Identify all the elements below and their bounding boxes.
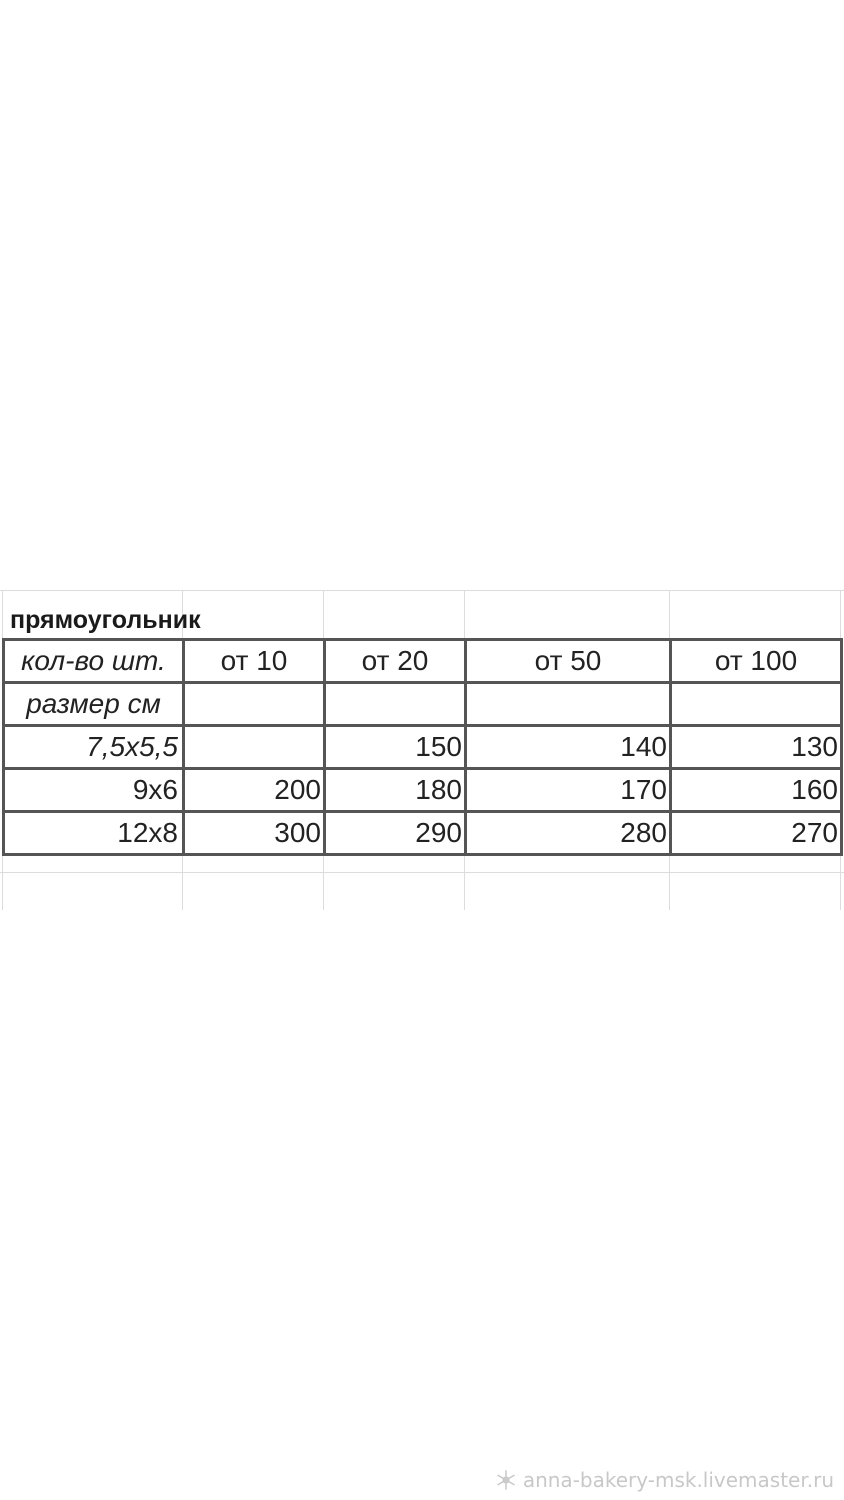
table-cell[interactable] xyxy=(325,683,466,726)
snowflake-icon xyxy=(495,1469,517,1491)
size-label[interactable]: размер см xyxy=(4,683,184,726)
size-cell[interactable]: 9х6 xyxy=(4,769,184,812)
price-cell[interactable]: 150 xyxy=(325,726,466,769)
price-cell[interactable]: 280 xyxy=(466,812,671,855)
price-cell[interactable]: 130 xyxy=(671,726,842,769)
size-cell[interactable]: 12х8 xyxy=(4,812,184,855)
price-cell[interactable]: 200 xyxy=(184,769,325,812)
price-cell[interactable]: 290 xyxy=(325,812,466,855)
price-cell[interactable]: 170 xyxy=(466,769,671,812)
price-cell[interactable]: 270 xyxy=(671,812,842,855)
table-row xyxy=(4,726,842,769)
table-cell[interactable] xyxy=(184,683,325,726)
column-header[interactable]: от 10 xyxy=(184,640,325,683)
column-header[interactable]: от 50 xyxy=(466,640,671,683)
watermark xyxy=(495,1468,834,1492)
table-row xyxy=(4,812,842,855)
price-table xyxy=(2,638,843,856)
watermark-text: anna-bakery-msk.livemaster.ru xyxy=(522,1468,834,1492)
table-cell[interactable] xyxy=(671,683,842,726)
price-cell[interactable] xyxy=(184,726,325,769)
column-header[interactable]: от 100 xyxy=(671,640,842,683)
price-cell[interactable]: 300 xyxy=(184,812,325,855)
price-cell[interactable]: 140 xyxy=(466,726,671,769)
quantity-label[interactable]: кол-во шт. xyxy=(4,640,184,683)
table-row xyxy=(4,769,842,812)
subheader-row xyxy=(4,683,842,726)
gridline xyxy=(0,872,844,873)
size-cell[interactable]: 7,5х5,5 xyxy=(4,726,184,769)
price-cell[interactable]: 160 xyxy=(671,769,842,812)
header-row xyxy=(4,640,842,683)
column-header[interactable]: от 20 xyxy=(325,640,466,683)
table-cell[interactable] xyxy=(466,683,671,726)
gridline xyxy=(0,590,844,591)
price-cell[interactable]: 180 xyxy=(325,769,466,812)
sheet-title: прямоугольник xyxy=(10,606,201,634)
